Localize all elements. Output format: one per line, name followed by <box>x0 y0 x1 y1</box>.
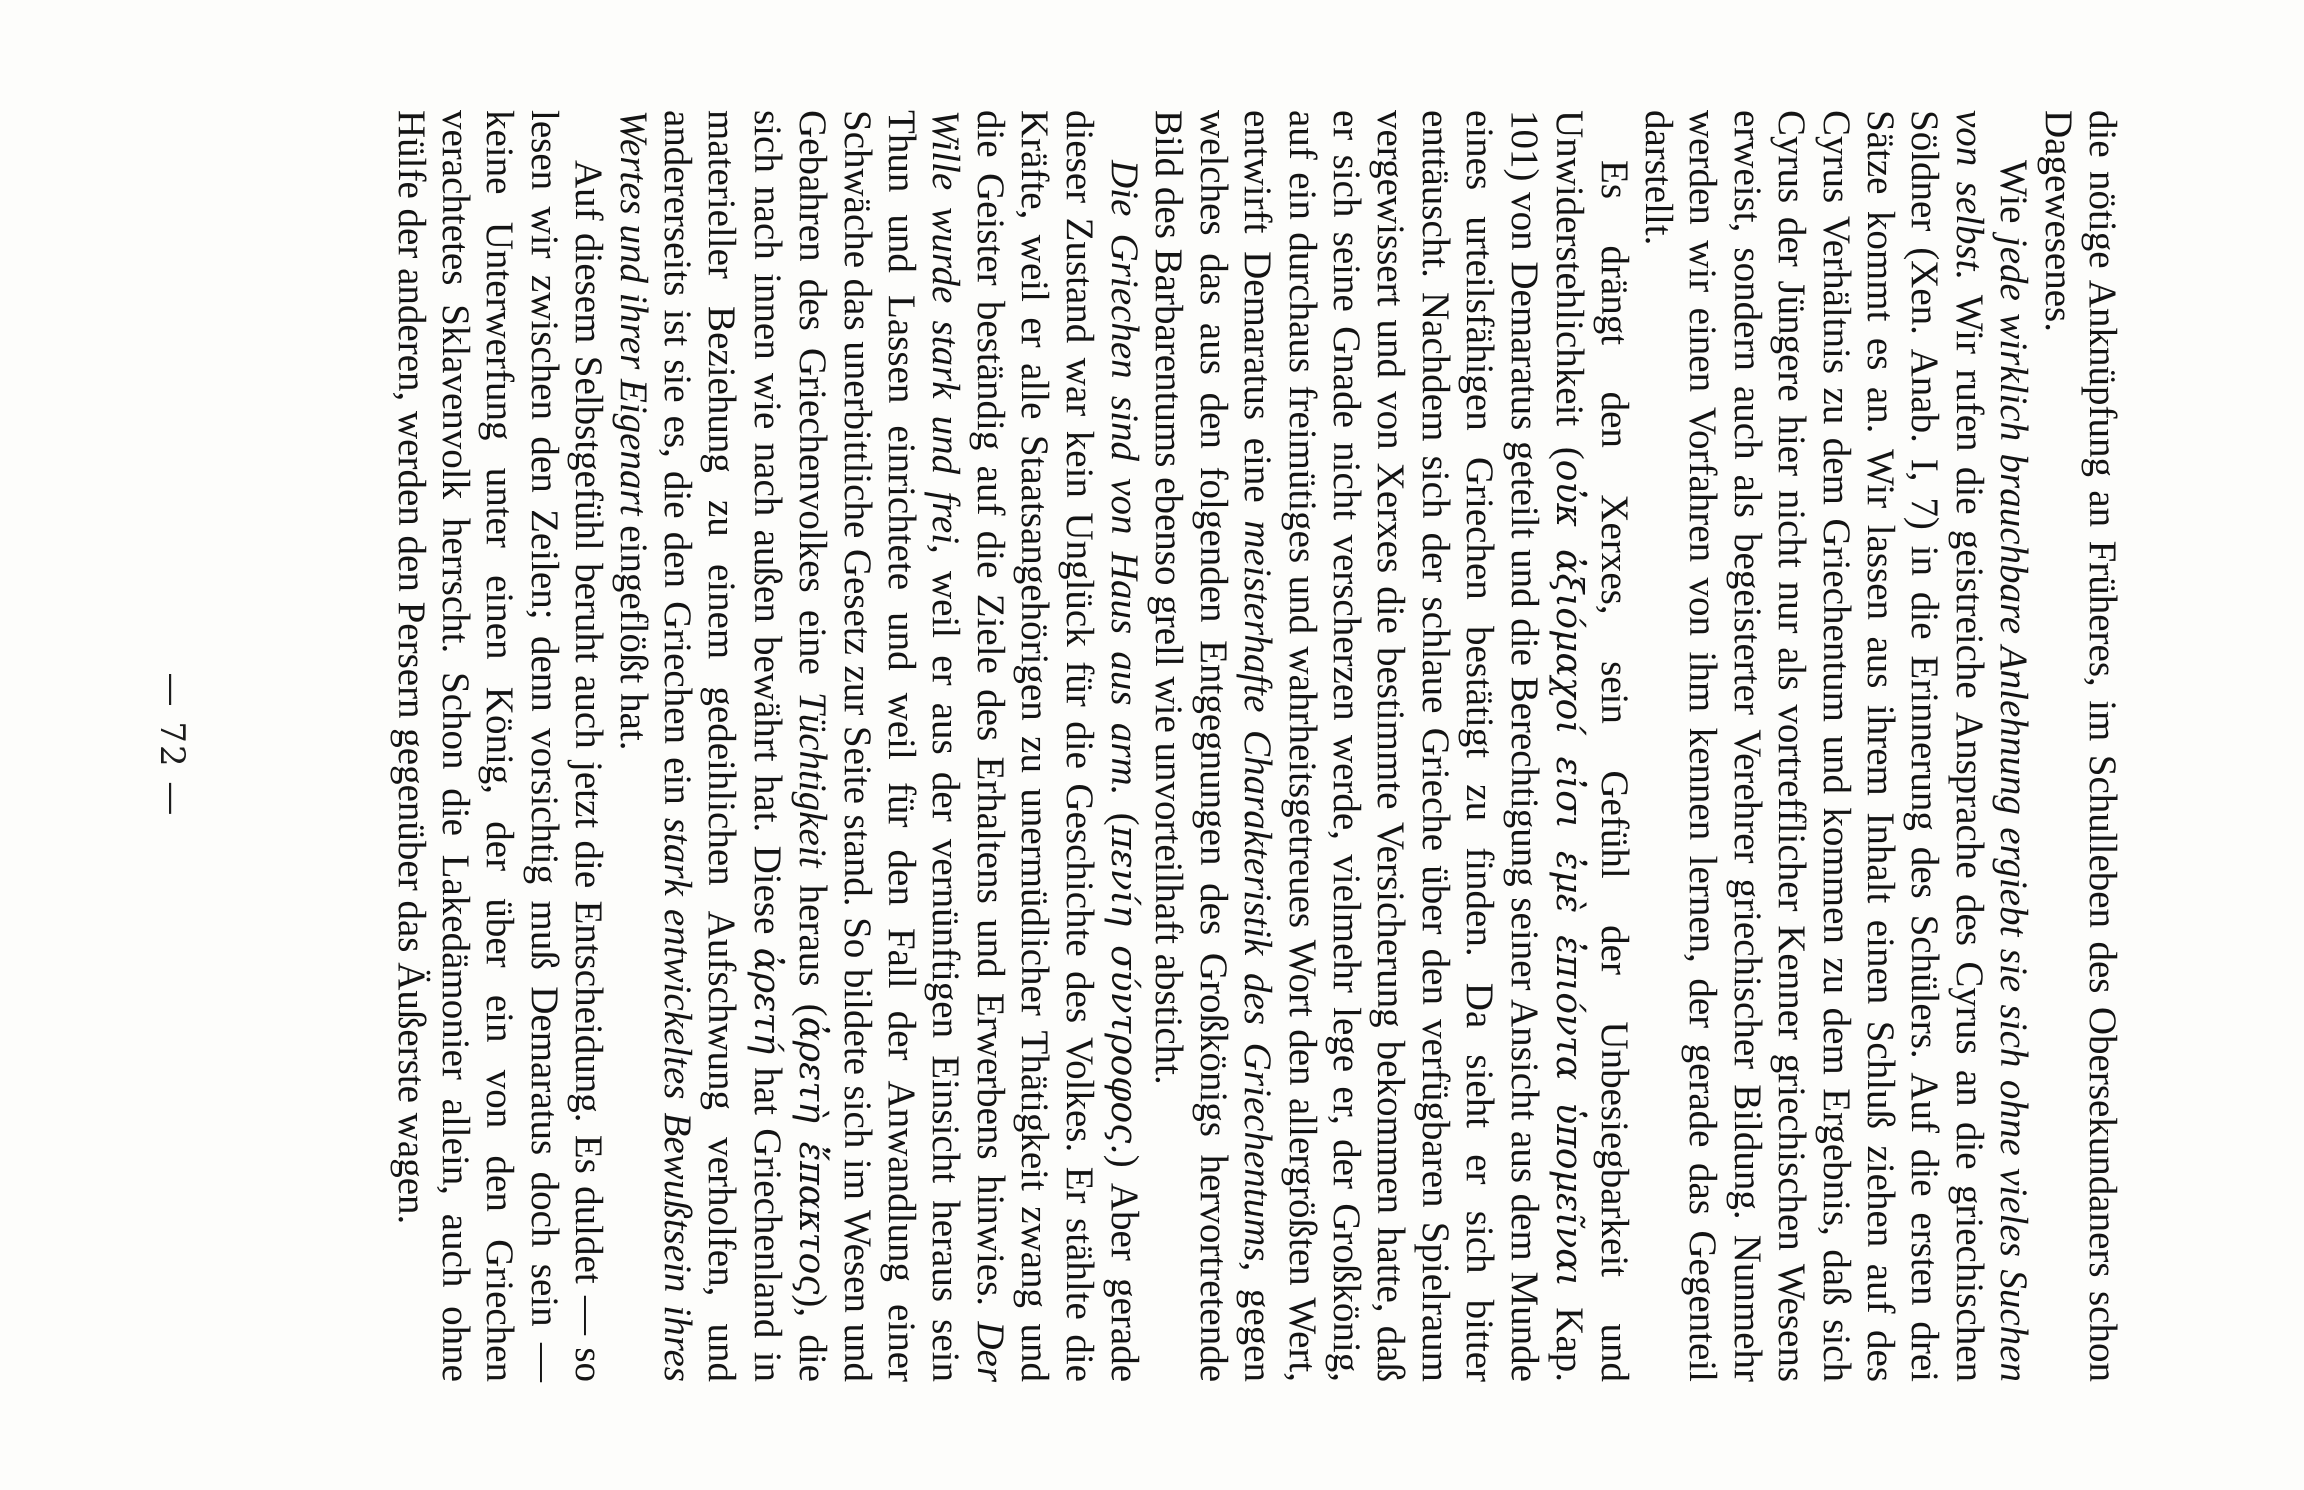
text-run: heraus ( <box>791 867 835 1017</box>
paragraph <box>1636 110 2036 1382</box>
text-run: Kap. 101) von Demaratus geteilt und die Berechtigung seiner Ansicht aus dem Munde eines urteilsfähigen Griechen bestätigt zu finden. Da sieht er sich bitter enttäuscht. Nachdem sich der schlaue Grieche über den verfügbaren Spielraum vergewissert und von Xerxes die bestimmte Versicherung bekommen hatte, daß er sich seine Gnade nicht verscherzen werde, vielmehr lege er, der Großkönig, auf ein durchaus freimütiges und wahrheitsgetreues Wort den allergrößten Wert, entwirft Demaratus eine <box>1236 110 1592 1383</box>
text-run: Es drängt den Xerxes, sein Gefühl der Unbesiegbarkeit und Unwiderstehlichkeit ( <box>1548 110 1636 1382</box>
greek-text: πενίη σύντροφος. <box>1103 825 1145 1155</box>
text-run: ) Aber gerade dieser Zustand war kein Unglück für die Geschichte des Volkes. Er stählte die Kräfte, weil er alle Staatsangehörigen zu unermüdlicher Thätigkeit zwang und die Geister beständig auf die Ziele des Erhaltens und Erwerbens hinwies. <box>968 110 1147 1382</box>
greek-text: ἀρετή <box>745 947 787 1055</box>
text-run: weil er aus der vernünftigen Einsicht heraus sein Thun und Lassen einrichtete und weil für den Fall der Anwandlung einer Schwäche das unerbittliche Gesetz zur Seite stand. So bildete sich im Wesen und Gebahren des Griechenvolkes eine <box>791 110 968 1383</box>
paragraph <box>2035 110 2124 1382</box>
italic-text: stark entwickeltes Bewußtsein ihres Wertes und ihrer Eigenart <box>611 110 699 1382</box>
page-number: — 72 — <box>152 672 192 818</box>
paragraph <box>610 110 1146 1382</box>
text-run: Wir rufen die geistreiche Ansprache des Cyrus an die griechischen Söldner (Xen. Anab. I, 7) in die Erinnerung des Schülers. Auf die ersten drei Sätze kommt es an. Wir lassen aus ihrem Inhalt einen Schluß ziehen auf des Cyrus Verhältnis zu dem Griechentum und kommen zu dem Ergebnis, daß sich Cyrus der Jüngere hier nicht nur als vortrefflicher Kenner griechischen Wesens erweist, sondern auch als begeisterter Verehrer griechischer Bildung. Nunmehr werden wir einen Vorfahren von ihm kennen lernen, der gerade das Gegenteil darstellt. <box>1636 110 1991 1382</box>
italic-text: jede wirklich brauchbare Anlehnung ergiebt sie sich ohne vieles Suchen von selbst. <box>1947 110 2036 1382</box>
text-run: Wie <box>1992 160 2036 236</box>
paragraph <box>1146 110 1635 1382</box>
text-run: eingeflößt hat. <box>611 515 655 751</box>
text-run: ), die sich nach innen wie nach außen bewährt hat. Diese <box>745 110 835 1382</box>
paragraph <box>388 110 610 1382</box>
text-run: Auf diesem Selbstgefühl beruht auch jetzt die Entscheidung. Es duldet — so lesen wir zwischen den Zeilen; denn vorsichtig muß Demaratus doch sein — keine Unterwerfung unter einen König, der über ein von den Griechen verachtetes Sklavenvolk herrscht. Schon die Lakedämonier allein, auch ohne Hülfe der anderen, werden den Persern gegenüber das Äußerste wagen. <box>389 110 611 1382</box>
italic-text: Die Griechen sind von Haus aus arm. <box>1103 160 1147 796</box>
italic-text: Der Wille wurde stark und frei, <box>924 110 1012 1382</box>
greek-text: οὐκ ἀξιόμαχοί εἰσι ἐμὲ ἐπιόντα ὑπομεῖναι <box>1548 459 1590 1287</box>
text-run: die nötige Anknüpfung an Früheres, im Schulleben des Obersekundaners schon Dagewesenes. <box>2036 110 2124 1382</box>
page-body-text <box>388 110 2124 1382</box>
text-run: ( <box>1103 795 1147 826</box>
text-run: gegen welches das aus den folgenden Entgegnungen des Großkönigs hervortretende Bild des Barbarentums ebenso grell wie unvorteilhaft absticht. <box>1147 110 1280 1382</box>
text-run: hat Griechenland in materieller Beziehung zu einem gedeihlichen Aufschwung verholfen, und andererseits ist sie es, die den Griechen ein <box>656 110 789 1382</box>
italic-text: meisterhafte Charakteristik des Griechentums, <box>1236 520 1280 1272</box>
italic-text: Tüchtigkeit <box>791 692 835 868</box>
greek-text: ἀρετὴ ἔπακτος <box>791 1016 833 1295</box>
